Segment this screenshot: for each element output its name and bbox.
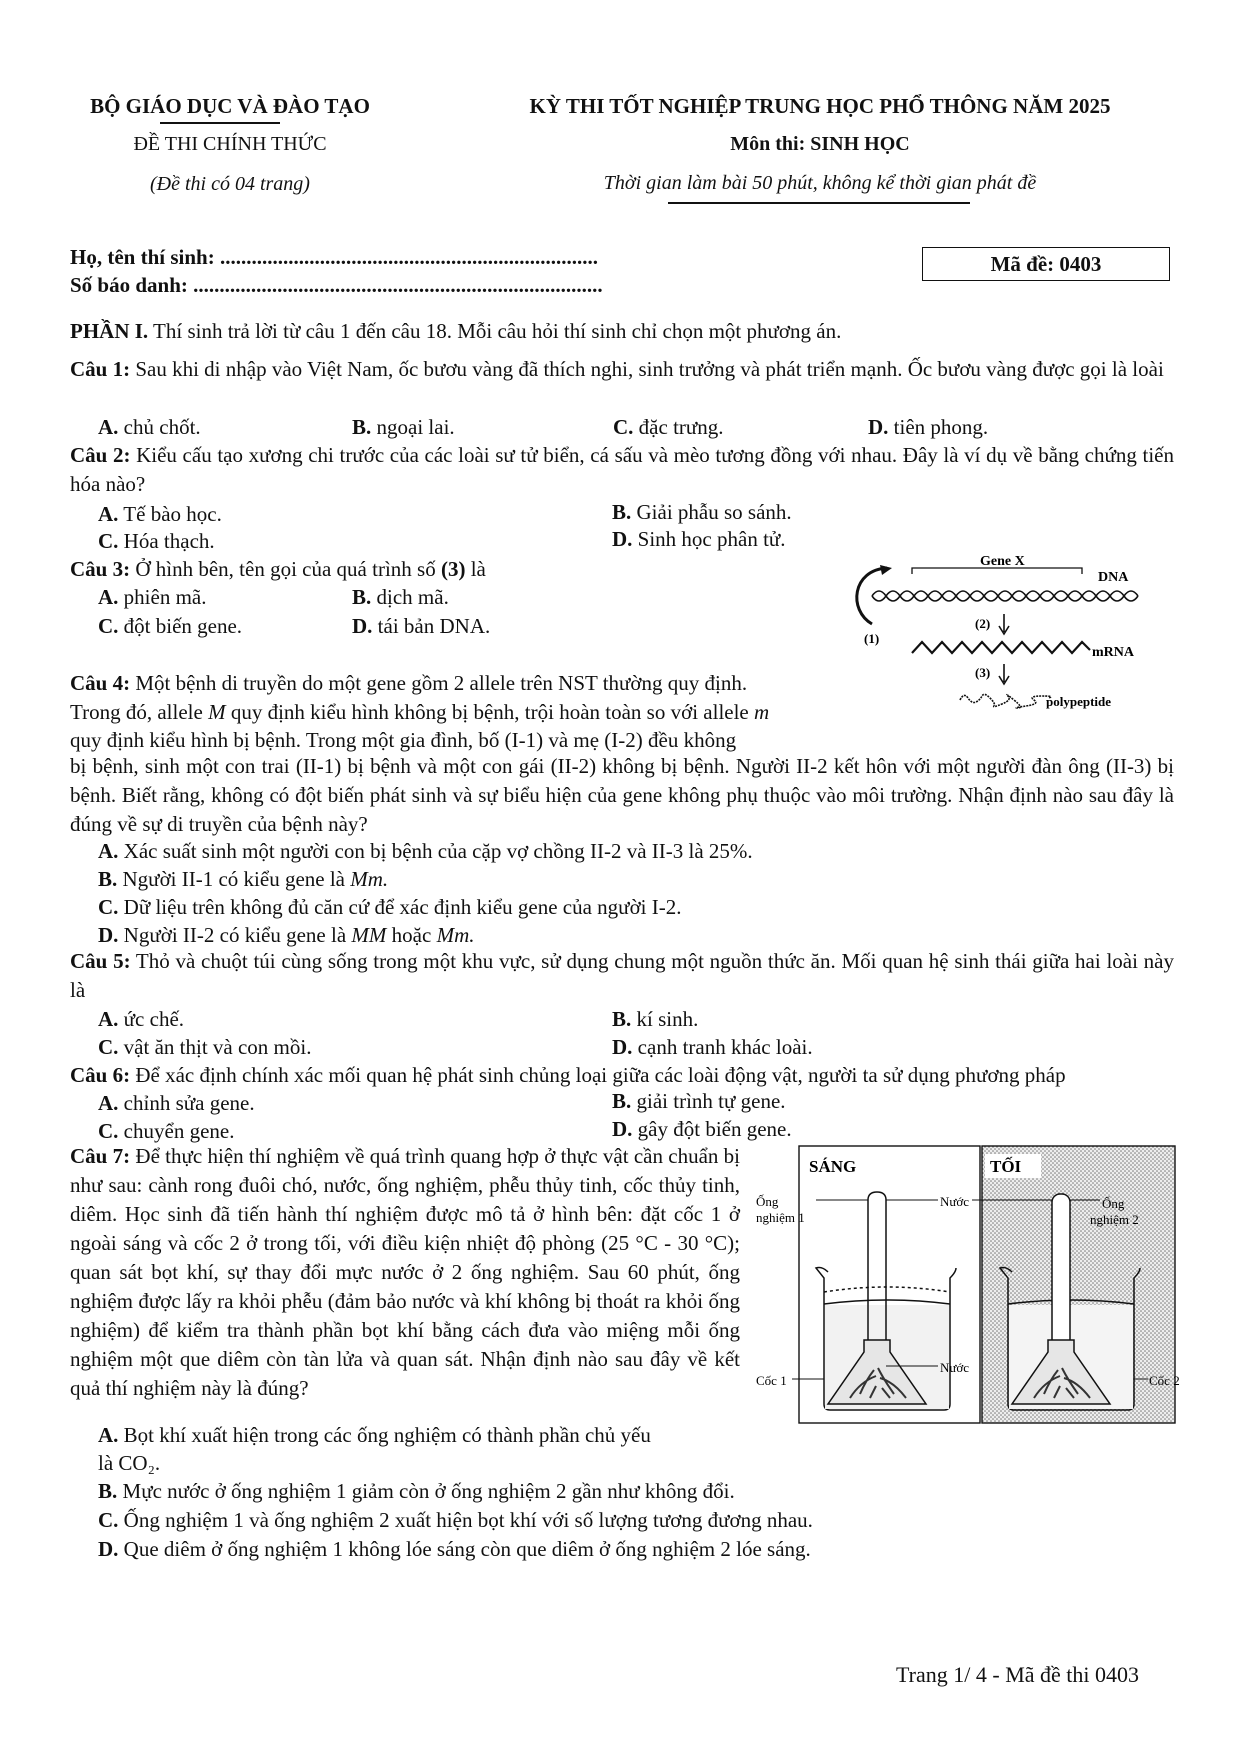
part1-title: PHẦN I. (70, 319, 149, 343)
exam-code-box: Mã đề: 0403 (922, 247, 1170, 281)
process-1-label: (1) (864, 631, 880, 646)
q4-option-c: C. Dữ liệu trên không đủ căn cứ để xác định kiểu gene của người I-2. (98, 895, 682, 919)
candidate-id: Số báo danh: .............................................................................. (70, 273, 603, 297)
replication-arrow-head (880, 565, 892, 575)
page-footer: Trang 1/ 4 - Mã đề thi 0403 (896, 1662, 1140, 1687)
q5-option-b: B. kí sinh. (612, 1007, 699, 1031)
q1-stem (70, 355, 1174, 384)
light-label: SÁNG (809, 1157, 857, 1176)
q4-line2: Trong đó, allele M quy định kiểu hình không bị bệnh, trội hoàn toàn so với allele m (70, 700, 770, 724)
q4-option-d: D. Người II-2 có kiểu gene là MM hoặc Mm. (98, 923, 475, 947)
q7-option-a: A. Bọt khí xuất hiện trong các ống nghiệm có thành phần chủ yếu (98, 1423, 651, 1447)
time-note: Thời gian làm bài 50 phút, không kể thời gian phát đề (603, 172, 1037, 194)
process-2-label: (2) (975, 616, 991, 631)
q4-line1: Câu 4: Một bệnh di truyền do một gene gồm 2 allele trên NST thường quy định. (70, 671, 748, 695)
q7-option-a-cont: là CO₂. (98, 1451, 161, 1475)
gene-expression-figure (842, 548, 1152, 726)
tube-2 (1052, 1194, 1070, 1362)
arrow-3 (999, 664, 1009, 684)
ministry-name: BỘ GIÁO DỤC VÀ ĐÀO TẠO (90, 94, 370, 118)
q2-text: Kiểu cấu tạo xương chi trước của các loài sư tử biển, cá sấu và mèo tương đồng với nhau. Đây là ví dụ về bằng chứng tiến hóa nào? (70, 443, 1174, 496)
q3-stem: Câu 3: Ở hình bên, tên gọi của quá trình số (3) là (70, 557, 486, 581)
q2-option-b: B. Giải phẫu so sánh. (612, 500, 792, 524)
q6-option-d: D. gây đột biến gene. (612, 1117, 792, 1141)
exam-title: KỲ THI TỐT NGHIỆP TRUNG HỌC PHỔ THÔNG NĂM 2025 (529, 94, 1111, 118)
dark-label: TỐI (990, 1157, 1022, 1176)
q7-option-d: D. Que diêm ở ống nghiệm 1 không lóe sáng còn que diêm ở ống nghiệm 2 lóe sáng. (98, 1537, 811, 1561)
mrna-label: mRNA (1092, 645, 1134, 660)
subject: Môn thi: SINH HỌC (730, 133, 910, 155)
part1-line (70, 318, 841, 344)
q1-option-c: C. đặc trưng. (613, 415, 724, 439)
q5-stem: Câu 5: Thỏ và chuột túi cùng sống trong một khu vực, sử dụng chung một nguồn thức ăn. Mối quan hệ sinh thái giữa hai loài này là (70, 949, 1174, 1002)
q6-option-b: B. giải trình tự gene. (612, 1089, 786, 1113)
q2-option-c: C. Hóa thạch. (98, 529, 215, 553)
tube-1-label-b: nghiệm 1 (756, 1210, 805, 1225)
pages-note: (Đề thi có 04 trang) (150, 173, 310, 195)
q5-option-a: A. ức chế. (98, 1007, 185, 1031)
q3-option-a: A. phiên mã. (98, 585, 207, 609)
ministry-underline (160, 122, 280, 124)
q5-option-d: D. cạnh tranh khác loài. (612, 1035, 813, 1059)
candidate-name: Họ, tên thí sinh: ........................................................................ (70, 245, 598, 269)
tube-2-label-a: Ống (1102, 1196, 1125, 1211)
q6-stem: Câu 6: Để xác định chính xác mối quan hệ phát sinh chủng loại giữa các loài động vật, người ta sử dụng phương pháp (70, 1063, 1066, 1087)
q7-stem: Câu 7: Để thực hiện thí nghiệm về quá trình quang hợp ở thực vật cần chuẩn bị như sau: cành rong đuôi chó, nước, ống nghiệm, phễu thủy tinh, cốc thủy tinh, diêm. Học sinh đã tiến hành thí nghiệm được mô tả ở hình bên: đặt cốc 1 ở ngoài sáng và cốc 2 ở trong tối, với điều kiện nhiệt độ phòng (25 °C - 30 °C); quan sát bọt khí, sự thay đổi mực nước ở 2 ống nghiệm. Sau 60 phút, ống nghiệm được lấy ra khỏi phễu (đảm bảo nước và khí không bị thoát ra khỏi ống nghiệm) để kiểm tra thành phần bọt khí bằng cách đưa vào miệng mỗi ống nghiệm một que diêm còn tàn lửa và quan sát. Nhận định nào sau đây về kết quả thí nghiệm này là đúng? (70, 1144, 741, 1400)
q1-option-d: D. tiên phong. (868, 415, 989, 439)
photosynthesis-figure (756, 1142, 1196, 1427)
q3-option-c: C. đột biến gene. (98, 614, 243, 638)
process-3-label: (3) (975, 665, 991, 680)
q2-stem (70, 441, 1174, 499)
q7-option-b: B. Mực nước ở ống nghiệm 1 giảm còn ở ống nghiệm 2 gần như không đổi. (98, 1479, 735, 1503)
q4-line3: quy định kiểu hình bị bệnh. Trong một gia đình, bố (I-1) và mẹ (I-2) đều không (70, 728, 737, 752)
dna-double-helix (872, 591, 1138, 601)
dna-label: DNA (1098, 570, 1129, 585)
gene-x-label: Gene X (980, 554, 1025, 569)
q3-option-b: B. dịch mã. (352, 585, 449, 609)
q4-option-a: A. Xác suất sinh một người con bị bệnh của cặp vợ chồng II-2 và II-3 là 25%. (98, 839, 753, 863)
q2-option-a: A. Tế bào học. (98, 502, 222, 526)
tube-1-label-a: Ống (756, 1194, 779, 1209)
water-top-label: Nước (940, 1194, 970, 1209)
q1-label: Câu 1: (70, 357, 131, 381)
polypeptide-chain (960, 694, 1051, 708)
q2-label: Câu 2: (70, 443, 131, 467)
cup-2-label: Cốc 2 (1149, 1373, 1180, 1388)
part1-instruction: Thí sinh trả lời từ câu 1 đến câu 18. Mỗi câu hỏi thí sinh chỉ chọn một phương án. (148, 319, 842, 343)
polypeptide-label: polypeptide (1046, 694, 1112, 709)
arrow-2 (999, 614, 1009, 634)
mrna-strand (912, 642, 1090, 653)
time-underline (668, 202, 970, 204)
q1-text: Sau khi di nhập vào Việt Nam, ốc bươu vàng đã thích nghi, sinh trưởng và phát triển mạnh. Ốc bươu vàng được gọi là loài (130, 357, 1164, 381)
q1-option-a: A. chủ chốt. (98, 415, 201, 439)
q4-rest: bị bệnh, sinh một con trai (II-1) bị bệnh và một con gái (II-2) không bị bệnh. Người II-2 kết hôn với một người đàn ông (II-3) bị bệnh. Biết rằng, không có đột biến phát sinh và sự biểu hiện của gene không phụ thuộc vào môi trường. Nhận định nào sau đây là đúng về sự di truyền của bệnh này? (70, 754, 1174, 836)
official-label: ĐỀ THI CHÍNH THỨC (133, 133, 327, 155)
q5-option-c: C. vật ăn thịt và con mồi. (98, 1035, 312, 1059)
q6-option-c: C. chuyển gene. (98, 1119, 235, 1143)
cup-1-label: Cốc 1 (756, 1373, 787, 1388)
q4-option-b: B. Người II-1 có kiểu gene là Mm. (98, 867, 389, 891)
q1-option-b: B. ngoại lai. (352, 415, 455, 439)
q6-option-a: A. chỉnh sửa gene. (98, 1091, 255, 1115)
tube-2-label-b: nghiệm 2 (1090, 1212, 1139, 1227)
q7-option-c: C. Ống nghiệm 1 và ống nghiệm 2 xuất hiện bọt khí với số lượng tương đương nhau. (98, 1508, 813, 1532)
q3-option-d: D. tái bản DNA. (352, 614, 491, 638)
replication-arrow (857, 568, 887, 624)
water-mid-label: Nước (940, 1360, 970, 1375)
q2-option-d: D. Sinh học phân tử. (612, 527, 786, 551)
